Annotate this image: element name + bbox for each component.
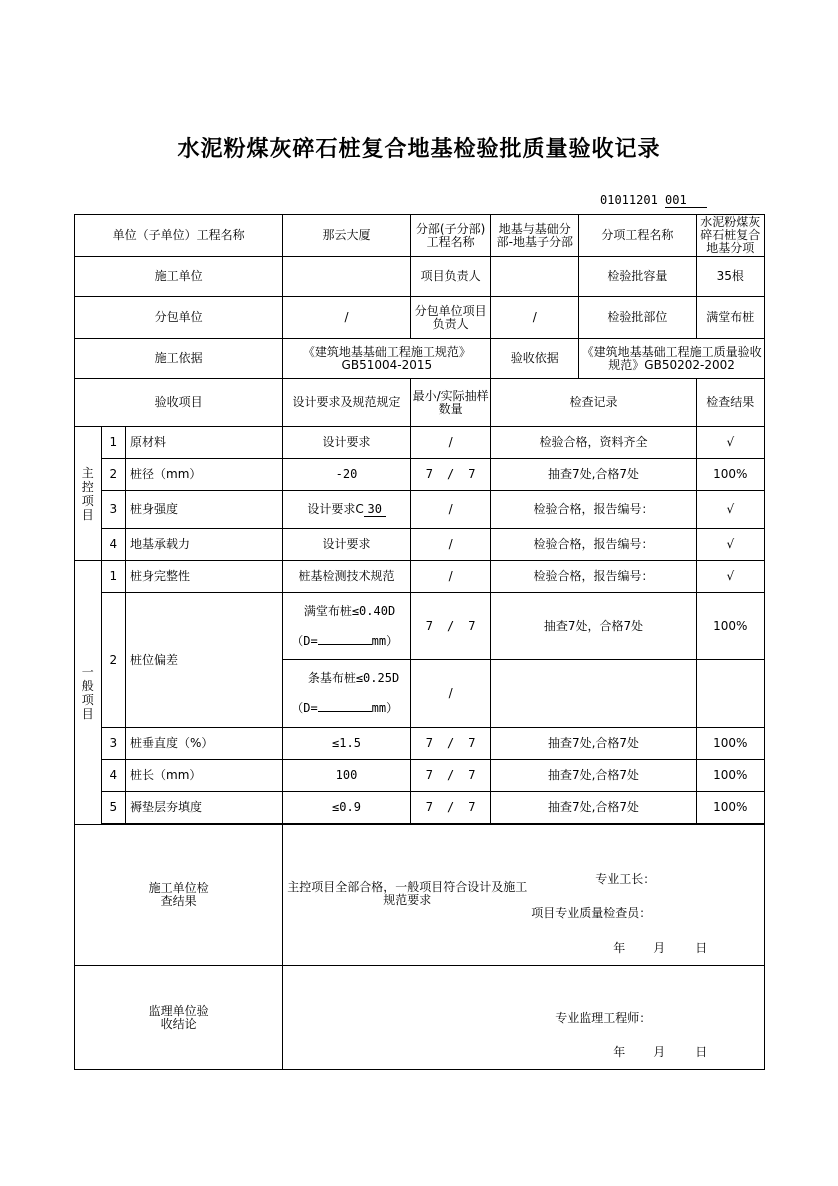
row-result[interactable]: √ [696, 427, 764, 459]
construct-check-label: 施工单位检查结果 [75, 825, 283, 966]
row-name: 桩长（mm） [126, 760, 283, 792]
sample-act: 7 [468, 768, 476, 782]
row-name: 桩身完整性 [126, 561, 283, 593]
row-result[interactable] [696, 660, 764, 728]
sample-act: 7 [468, 467, 476, 481]
division-name-label: 分部(子分部)工程名称 [410, 215, 491, 257]
row-sample[interactable] [410, 593, 491, 660]
row-record[interactable]: 抽查7处，合格7处 [491, 593, 696, 660]
sub-unit-label: 分包单位 [75, 297, 283, 339]
row-result[interactable]: √ [696, 561, 764, 593]
row-design: 100 [283, 760, 411, 792]
sample-sep: / [446, 800, 455, 814]
record-code [600, 193, 707, 208]
col-design-header: 设计要求及规范规定 [283, 379, 411, 427]
sample-act: 7 [468, 800, 476, 814]
main-group-label: 主控项目 [75, 427, 102, 561]
construct-basis-label: 施工依据 [75, 339, 283, 379]
col-result-header: 检查结果 [696, 379, 764, 427]
code-suffix: 001 [665, 193, 707, 208]
row-name: 褥垫层夯填度 [126, 792, 283, 824]
foreman-label: 专业工长： [595, 872, 656, 886]
row-design: 桩基检测技术规范 [283, 561, 411, 593]
supervision-content[interactable] [283, 966, 765, 1070]
construct-month: 月 [653, 941, 666, 955]
row-name: 桩位偏差 [126, 593, 283, 728]
row-design: ≤1.5 [283, 728, 411, 760]
sample-min: 7 [425, 768, 434, 782]
division-name-value[interactable]: 地基与基础分部-地基子分部 [491, 215, 579, 257]
row-record[interactable]: 检验合格，报告编号： [491, 529, 696, 561]
accept-basis-label: 验收依据 [491, 339, 579, 379]
row-sample[interactable] [410, 792, 491, 824]
design-prefix: 设计要求C [307, 501, 364, 516]
row-record[interactable]: 检验合格，资料齐全 [491, 427, 696, 459]
supervision-engineer-label: 专业监理工程师： [555, 1011, 652, 1025]
row-result[interactable]: 100% [696, 728, 764, 760]
row-no: 5 [101, 792, 125, 824]
row-design: ≤0.9 [283, 792, 411, 824]
row-no: 1 [101, 561, 125, 593]
inspection-table [74, 214, 765, 1070]
supervision-label: 监理单位验收结论 [75, 966, 283, 1070]
row-name: 地基承载力 [126, 529, 283, 561]
sample-min: 7 [425, 618, 434, 633]
supervision-day: 日 [695, 1045, 708, 1059]
row-result[interactable]: 100% [696, 459, 764, 491]
row-no: 4 [101, 529, 125, 561]
batch-capacity-value[interactable]: 35根 [696, 257, 764, 297]
table-row [75, 760, 765, 792]
row-result[interactable]: 100% [696, 593, 764, 660]
row-design-strip-pile [283, 660, 411, 728]
project-manager-label: 项目负责人 [410, 257, 491, 297]
row-sample[interactable] [410, 459, 491, 491]
col-sample-header: 最小/实际抽样数量 [410, 379, 491, 427]
batch-part-label: 检验批部位 [579, 297, 696, 339]
row-record[interactable]: 检验合格，报告编号： [491, 491, 696, 529]
row-design: 设计要求 [283, 427, 411, 459]
d-value-input[interactable] [318, 632, 372, 645]
row-result[interactable]: 100% [696, 792, 764, 824]
row-name: 桩身强度 [126, 491, 283, 529]
row-result[interactable]: √ [696, 491, 764, 529]
row-sample[interactable]: / [410, 491, 491, 529]
sample-min: 7 [425, 800, 434, 814]
construct-check-content[interactable] [283, 825, 765, 966]
unit-name-value[interactable]: 那云大厦 [283, 215, 411, 257]
construct-day: 日 [695, 941, 708, 955]
sample-min: 7 [425, 467, 434, 481]
construct-unit-value[interactable] [283, 257, 411, 297]
row-record[interactable] [491, 660, 696, 728]
row-no: 2 [101, 459, 125, 491]
item-name-label: 分项工程名称 [579, 215, 696, 257]
supervision-month: 月 [653, 1045, 666, 1059]
sub-manager-label: 分包单位项目负责人 [410, 297, 491, 339]
row-name: 桩垂直度（%） [126, 728, 283, 760]
construct-year: 年 [613, 941, 626, 955]
row-no: 1 [101, 427, 125, 459]
row-no: 3 [101, 491, 125, 529]
row-design: -20 [283, 459, 411, 491]
col-item-header: 验收项目 [75, 379, 283, 427]
row-no: 2 [101, 593, 125, 728]
col-record-header: 检查记录 [491, 379, 696, 427]
row-design: 设计要求 [283, 529, 411, 561]
row-record[interactable]: 检验合格，报告编号： [491, 561, 696, 593]
inspector-label: 项目专业质量检查员： [531, 906, 652, 920]
table-row [75, 561, 765, 593]
construct-conclusion: 主控项目全部合格，一般项目符合设计及施工规范要求 [287, 880, 528, 907]
sample-sep: / [446, 768, 455, 782]
table-row [75, 459, 765, 491]
row-sample[interactable]: / [410, 660, 491, 728]
sub-manager-value[interactable]: / [491, 297, 579, 339]
design-strip-pile: 条基布桩≤0.25D [307, 671, 400, 685]
d-value-input[interactable] [318, 699, 372, 712]
d-label: （D= [291, 701, 318, 715]
supervision-row [75, 966, 765, 1070]
code-prefix: 01011201 [600, 193, 658, 207]
row-record[interactable]: 抽查7处,合格7处 [491, 760, 696, 792]
row-result[interactable]: √ [696, 529, 764, 561]
row-name: 桩径（mm） [126, 459, 283, 491]
row-name: 原材料 [126, 427, 283, 459]
row-design [283, 491, 411, 529]
table-row [75, 427, 765, 459]
table-row [75, 529, 765, 561]
row-result[interactable]: 100% [696, 760, 764, 792]
item-name-value[interactable]: 水泥粉煤灰碎石桩复合地基分项 [696, 215, 764, 257]
sample-act: 7 [468, 736, 476, 750]
table-row [75, 792, 765, 824]
sample-sep: / [446, 618, 455, 633]
design-value[interactable]: 30 [364, 503, 386, 517]
table-row [75, 728, 765, 760]
sample-min: 7 [425, 736, 434, 750]
row-record[interactable]: 抽查7处,合格7处 [491, 728, 696, 760]
sample-sep: / [446, 467, 455, 481]
row-record[interactable]: 抽查7处,合格7处 [491, 459, 696, 491]
general-group-label: 一般项目 [75, 561, 102, 825]
unit-name-label: 单位（子单位）工程名称 [75, 215, 283, 257]
sample-act: 7 [468, 618, 476, 633]
row-sample[interactable]: / [410, 427, 491, 459]
row-sample[interactable] [410, 728, 491, 760]
batch-part-value[interactable]: 满堂布桩 [696, 297, 764, 339]
sample-sep: / [446, 736, 455, 750]
accept-basis-value[interactable]: 《建筑地基基础工程施工质量验收规范》GB50202-2002 [579, 339, 765, 379]
construct-check-row [75, 825, 765, 966]
row-no: 4 [101, 760, 125, 792]
row-sample[interactable]: / [410, 561, 491, 593]
row-design-full-pile [283, 593, 411, 660]
row-no: 3 [101, 728, 125, 760]
d-label: （D= [291, 633, 318, 648]
row-sample[interactable] [410, 760, 491, 792]
project-manager-value[interactable] [491, 257, 579, 297]
design-full-pile: 满堂布桩≤0.40D [303, 603, 396, 618]
construct-basis-value[interactable]: 《建筑地基基础工程施工规范》GB51004-2015 [283, 339, 491, 379]
d-unit: mm） [371, 701, 399, 715]
construct-unit-label: 施工单位 [75, 257, 283, 297]
page-title: 水泥粉煤灰碎石桩复合地基检验批质量验收记录 [177, 136, 661, 162]
supervision-year: 年 [613, 1045, 626, 1059]
d-unit: mm） [371, 633, 399, 648]
batch-capacity-label: 检验批容量 [579, 257, 696, 297]
row-sample[interactable]: / [410, 529, 491, 561]
row-record[interactable]: 抽查7处,合格7处 [491, 792, 696, 824]
sub-unit-value[interactable]: / [283, 297, 411, 339]
table-row [75, 491, 765, 529]
table-row [75, 593, 765, 660]
